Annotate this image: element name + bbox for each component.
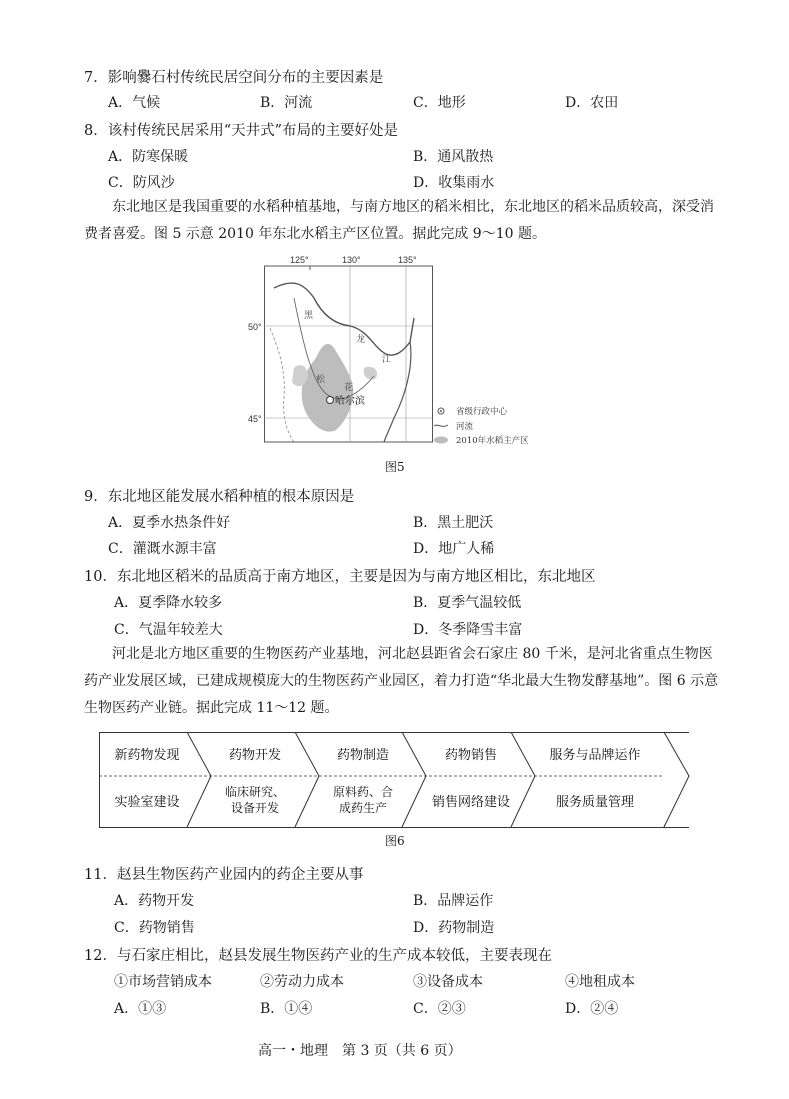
q8-option-a: A．防寒保暖 (108, 149, 189, 165)
q12-item-2: ②劳动力成本 (260, 974, 344, 990)
q10-option-c: C．气温年较差大 (114, 622, 223, 638)
chain-top-5: 服务与品牌运作 (549, 748, 641, 763)
q8-option-b: B．通风散热 (413, 149, 494, 165)
q7-stem: 7．影响爨石村传统民居空间分布的主要因素是 (84, 70, 384, 86)
chevron-1 (187, 732, 211, 827)
chain-bottom-5: 服务质量管理 (555, 795, 635, 810)
q11-option-c: C．药物销售 (114, 920, 195, 936)
chain-cell-line: 原料药、合 (332, 785, 394, 799)
rice-area-east (364, 367, 377, 380)
chain-bottom-2 (225, 784, 285, 815)
q12-option-a: A．①③ (114, 1001, 167, 1017)
chain-top-3: 药物制造 (336, 748, 390, 763)
q11-option-b: B．品牌运作 (413, 893, 494, 909)
river-label-song: 松 (316, 375, 326, 385)
q7-option-a: A．气候 (108, 95, 161, 111)
chain-top-2: 药物开发 (228, 748, 282, 763)
chain-top-4: 药物销售 (444, 748, 498, 763)
river-label-long: 龙 (356, 335, 366, 345)
chain-top-1: 新药物发现 (114, 748, 180, 763)
border-line (274, 283, 414, 355)
northeast-rice-map (248, 255, 542, 450)
q11-option-d: D．药物制造 (413, 920, 495, 936)
city-label: 哈尔滨 (335, 396, 365, 407)
lat-label-50: 50° (248, 322, 262, 332)
q9-option-d: D．地广人稀 (413, 541, 495, 557)
legend-rice-icon (434, 437, 448, 444)
chevron-2 (295, 732, 319, 827)
q10-option-b: B．夏季气温较低 (413, 595, 522, 611)
q9-option-a: A．夏季水热条件好 (108, 515, 231, 531)
river-label-hei: 黑 (304, 311, 314, 321)
q7-option-d: D．农田 (565, 95, 619, 111)
q12-item-3: ③设备成本 (413, 974, 483, 990)
q10-option-d: D．冬季降雪丰富 (413, 622, 523, 638)
province-boundary (270, 328, 294, 442)
chain-cell-line: 临床研究、 (224, 785, 286, 799)
q11-stem: 11．赵县生物医药产业园内的药企主要从事 (84, 867, 364, 883)
chain-frame (100, 733, 689, 828)
chevron-4 (511, 732, 535, 827)
q9-stem: 9．东北地区能发展水稻种植的根本原因是 (84, 489, 355, 505)
lon-label-130: 130° (342, 255, 361, 265)
q12-option-c: C．②③ (413, 1001, 466, 1017)
chain-bottom-1: 实验室建设 (114, 795, 180, 810)
legend-capital-label: 省级行政中心 (456, 407, 508, 417)
q11-option-a: A．药物开发 (114, 893, 195, 909)
chevron-3 (402, 732, 426, 827)
chain-cell-line: 设备开发 (230, 801, 280, 815)
chain-bottom-4: 销售网络建设 (431, 795, 511, 810)
q8-stem: 8．该村传统民居采用“天井式”布局的主要好处是 (84, 123, 399, 139)
river-label-jiang: 江 (382, 355, 392, 365)
q8-option-d: D．收集雨水 (413, 175, 495, 191)
q9-option-b: B．黑土肥沃 (413, 515, 494, 531)
q9-option-c: C．灌溉水源丰富 (108, 541, 217, 557)
chain-cell-line: 成药生产 (338, 801, 388, 815)
pharma-industry-chain (99, 732, 689, 828)
q12-option-d: D．②④ (565, 1001, 619, 1017)
harbin-marker (327, 397, 334, 404)
q10-stem: 10．东北地区稻米的品质高于南方地区，主要是因为与南方地区相比，东北地区 (84, 569, 596, 585)
legend-river-icon (434, 425, 448, 426)
q12-option-b: B．①④ (260, 1001, 313, 1017)
q8-option-c: C．防风沙 (108, 175, 175, 191)
legend-river-label: 河流 (456, 422, 474, 432)
lat-label-45: 45° (248, 414, 262, 424)
lon-label-135: 135° (398, 255, 417, 265)
q12-item-1: ①市场营销成本 (114, 974, 212, 990)
map-frame (265, 266, 433, 442)
figure-6-caption: 图6 (385, 834, 405, 848)
q7-option-b: B．河流 (260, 95, 313, 111)
q12-stem: 12．与石家庄相比，赵县发展生物医药产业的生产成本较低，主要表现在 (84, 948, 552, 964)
chain-bottom-3 (333, 784, 393, 815)
q7-option-c: C．地形 (413, 95, 466, 111)
page-footer: 高一・地理 第 3 页（共 6 页） (258, 1043, 462, 1059)
legend-rice-label: 2010年水稻主产区 (456, 436, 529, 446)
passage-9-10: 东北地区是我国重要的水稻种植基地，与南方地区的稻米相比，东北地区的稻米品质较高，深受消费者喜爱。图 5 示意 2010 年东北水稻主产区位置。据此完成 9～10 题。 (84, 199, 714, 242)
figure-5-caption: 图5 (385, 460, 405, 474)
passage-11-12: 河北是北方地区重要的生物医药产业基地，河北赵县距省会石家庄 80 千米，是河北省重点生物医药产业发展区域，已建成规模庞大的生物医药产业园区，着力打造“华北最大生物发酵基地”。图 6 示意生物医药产业链。据此完成 11～12 题。 (84, 646, 719, 716)
q12-item-4: ④地租成本 (565, 974, 635, 990)
river-label-hua: 花 (344, 383, 354, 393)
lon-label-125: 125° (290, 255, 309, 265)
q10-option-a: A．夏季降水较多 (114, 595, 223, 611)
